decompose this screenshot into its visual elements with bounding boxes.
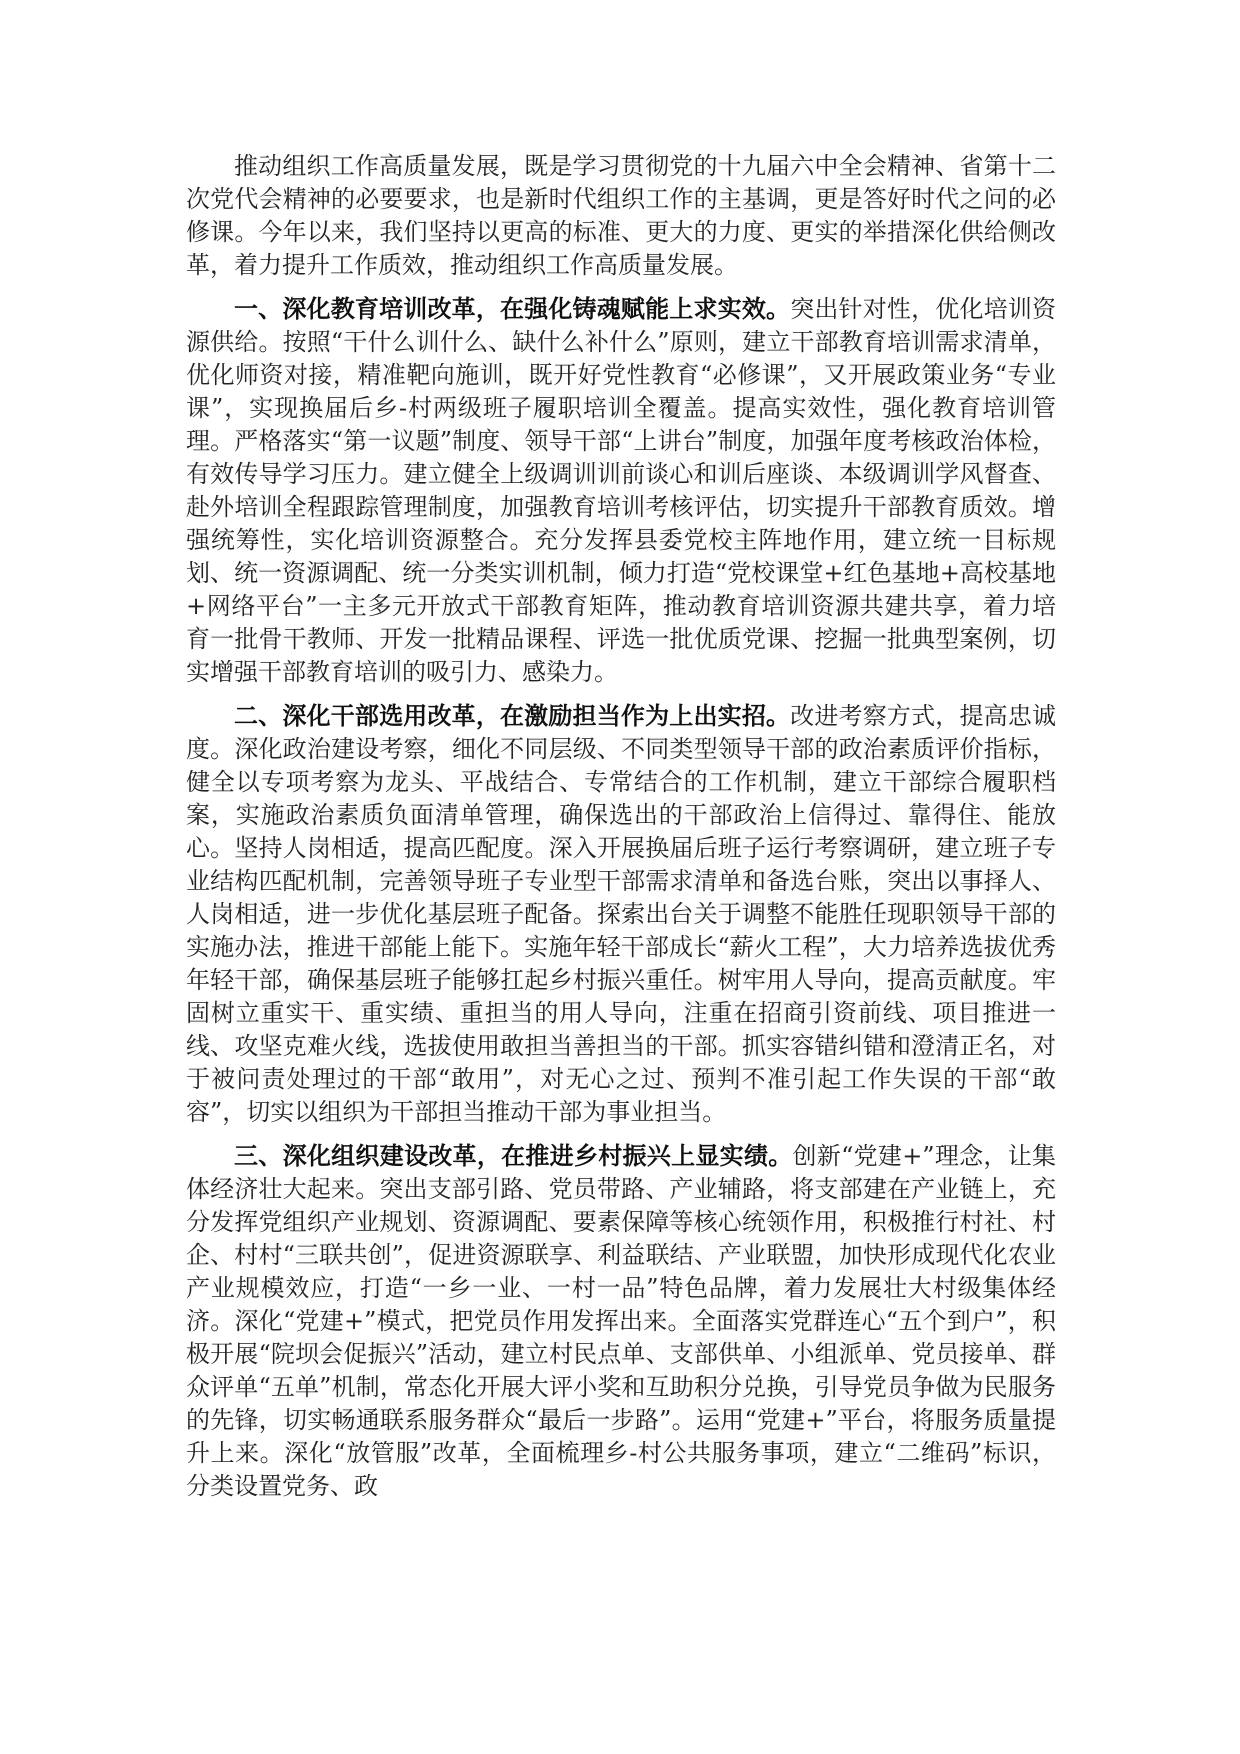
- intro-paragraph: 推动组织工作高质量发展，既是学习贯彻党的十九届六中全会精神、省第十二次党代会精神的必要要求，也是新时代组织工作的主基调，更是答好时代之问的必修课。今年以来，我们坚持以更高的标准、更大的力度、更实的举措深化供给侧改革，着力提升工作质效，推动组织工作高质量发展。: [186, 152, 1056, 279]
- document-page: [186, 150, 1056, 1513]
- section-1-heading: 一、深化教育培训改革，在强化铸魂赋能上求实效。: [234, 294, 791, 323]
- section-2-body: 改进考察方式，提高忠诚度。深化政治建设考察，细化不同层级、不同类型领导干部的政治素质评价指标，健全以专项考察为龙头、平战结合、专常结合的工作机制，建立干部综合履职档案，实施政治素质负面清单管理，确保选出的干部政治上信得过、靠得住、能放心。坚持人岗相适，提高匹配度。深入开展换届后班子运行考察调研，建立班子专业结构匹配机制，完善领导班子专业型干部需求清单和备选台账，突出以事择人、人岗相适，进一步优化基层班子配备。探索出台关于调整不能胜任现职领导干部的实施办法，推进干部能上能下。实施年轻干部成长“薪火工程”，大力培养选拔优秀年轻干部，确保基层班子能够扛起乡村振兴重任。树牢用人导向，提高贡献度。牢固树立重实干、重实绩、重担当的用人导向，注重在招商引资前线、项目推进一线、攻坚克难火线，选拔使用敢担当善担当的干部。抓实容错纠错和澄清正名，对于被问责处理过的干部“敢用”，对无心之过、预判不准引起工作失误的干部“敢容”，切实以组织为干部担当推动干部为事业担当。: [186, 702, 1057, 1126]
- section-3-body: 创新“党建+”理念，让集体经济壮大起来。突出支部引路、党员带路、产业辅路，将支部建在产业链上，充分发挥党组织产业规划、资源调配、要素保障等核心统领作用，积极推行村社、村企、村村“三联共创”，促进资源联享、利益联结、产业联盟，加快形成现代化农业产业规模效应，打造“一乡一业、一村一品”特色品牌，着力发展壮大村级集体经济。深化“党建+”模式，把党员作用发挥出来。全面落实党群连心“五个到户”，积极开展“院坝会促振兴”活动，建立村民点单、支部供单、小组派单、党员接单、群众评单“五单”机制，常态化开展大评小奖和互助积分兑换，引导党员争做为民服务的先锋，切实畅通联系服务群众“最后一步路”。运用“党建+”平台，将服务质量提升上来。深化“放管服”改革，全面梳理乡-村公共服务事项，建立“二维码”标识，分类设置党务、政: [186, 1142, 1056, 1500]
- section-1-body: 突出针对性，优化培训资源供给。按照“干什么训什么、缺什么补什么”原则，建立干部教育培训需求清单，优化师资对接，精准靶向施训，既开好党性教育“必修课”，又开展政策业务“专业课”，实现换届后乡-村两级班子履职培训全覆盖。提高实效性，强化教育培训管理。严格落实“第一议题”制度、领导干部“上讲台”制度，加强年度考核政治体检，有效传导学习压力。建立健全上级调训训前谈心和训后座谈、本级调训学风督查、赴外培训全程跟踪管理制度，加强教育培训考核评估，切实提升干部教育质效。增强统筹性，实化培训资源整合。充分发挥县委党校主阵地作用，建立统一目标规划、统一资源调配、统一分类实训机制，倾力打造“党校课堂+红色基地+高校基地+网络平台”一主多元开放式干部教育矩阵，推动教育培训资源共建共享，着力培育一批骨干教师、开发一批精品课程、评选一批优质党课、挖掘一批典型案例，切实增强干部教育培训的吸引力、感染力。: [186, 295, 1057, 686]
- section-1-paragraph: [186, 292, 1056, 689]
- section-3-heading: 三、深化组织建设改革，在推进乡村振兴上显实绩。: [234, 1141, 793, 1170]
- section-2-paragraph: [186, 699, 1056, 1129]
- section-3-paragraph: [186, 1139, 1056, 1503]
- section-2-heading: 二、深化干部选用改革，在激励担当作为上出实招。: [234, 701, 791, 730]
